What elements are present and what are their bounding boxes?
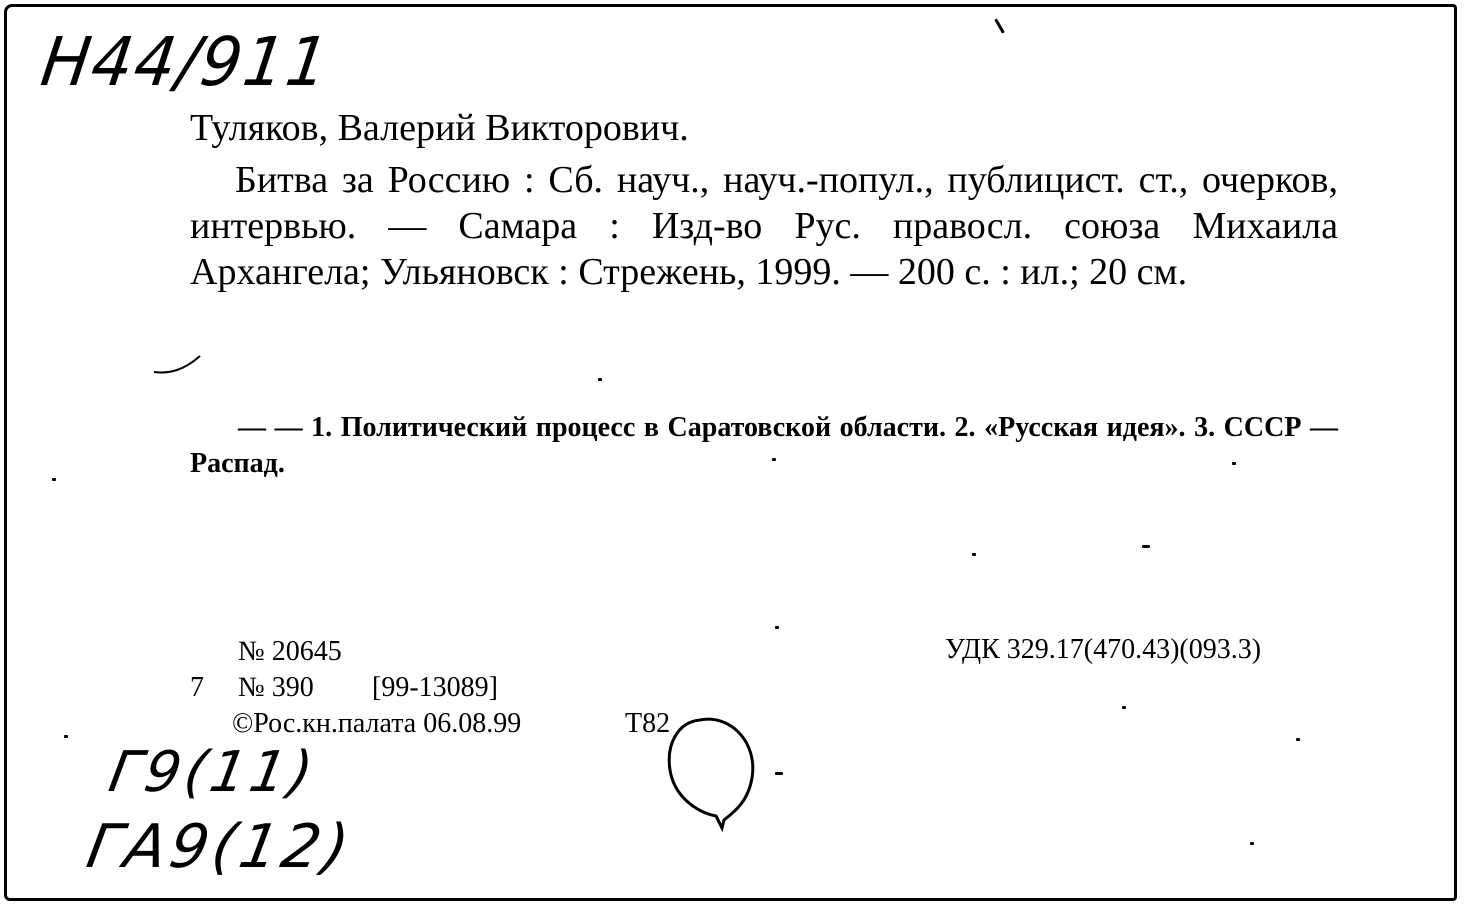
speck [1296, 738, 1300, 741]
speck [1232, 462, 1236, 465]
card-number: № 20645 [238, 636, 342, 667]
handwritten-code-1: Г9(11) [104, 740, 322, 805]
speck [972, 553, 976, 556]
subject-headings: — — 1. Политический процесс в Саратовской области. 2. «Русская идея». 3. СССР — Распад. [190, 412, 1338, 479]
title-description: Битва за Россию : Сб. науч., науч.-попул., публицист. ст., очерков, интервью. — Самара : Изд-во Рус. правосл. союза Михаила Архангела; Ульяновск : Стрежень, 1999. — 200 с. : ил.; 20 см. [190, 159, 1338, 293]
speck [1142, 545, 1150, 548]
speck [772, 458, 776, 461]
shelfmark: Н44/911 [36, 24, 335, 102]
registration-number: № 390 [238, 672, 314, 703]
handwritten-code-2: ГА9(12) [81, 812, 358, 882]
udk-code: УДК 329.17(470.43)(093.3) [945, 634, 1262, 665]
speck [775, 772, 783, 775]
registration-code: [99-13089] [372, 672, 498, 703]
speck [1122, 706, 1126, 709]
series-digit: 7 [190, 672, 204, 703]
speck [52, 478, 56, 481]
speck [1250, 842, 1254, 845]
catalog-hole-mark [660, 712, 770, 832]
author-heading: Туляков, Валерий Викторович. [190, 107, 689, 149]
pencil-tick-mark [150, 350, 210, 380]
speck [64, 735, 68, 738]
book-chamber-stamp: ©Рос.кн.палата 06.08.99 [232, 708, 522, 739]
speck [598, 378, 602, 381]
chamber-code: Т82 [625, 708, 671, 739]
speck [775, 626, 779, 629]
